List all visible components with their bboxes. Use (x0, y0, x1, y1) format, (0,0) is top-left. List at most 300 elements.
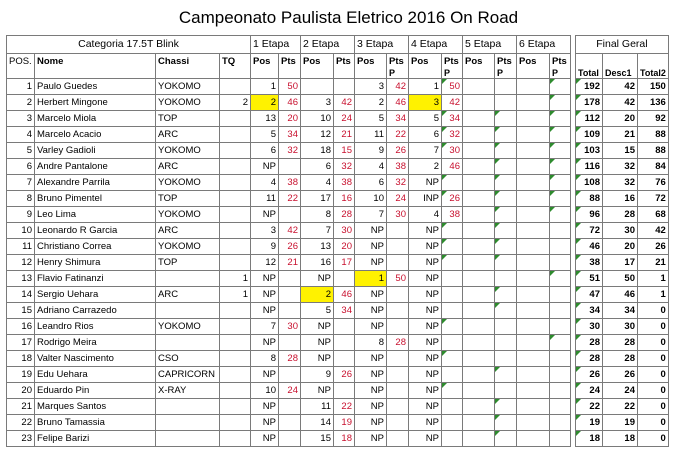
table-row (7, 95, 669, 111)
driver-name-cell: Leo Lima (35, 207, 156, 223)
stage-6-pts-cell (550, 399, 571, 415)
stage-2-pos-cell (301, 79, 334, 95)
total-cell: 88 (576, 191, 603, 207)
stage-6-header: 6 Etapa (517, 36, 571, 54)
table-row (7, 431, 669, 447)
stage-4-pts-cell: 42 (442, 95, 463, 111)
stage-6-pts-cell (550, 271, 571, 287)
total-cell: 103 (576, 143, 603, 159)
final-header: Final Geral (576, 36, 669, 54)
stage-5-pos-cell (463, 223, 495, 239)
position-cell: 17 (7, 335, 35, 351)
chassi-cell: YOKOMO (156, 239, 220, 255)
stage-4-pts-cell (442, 415, 463, 431)
stage-4-pos-cell: 5 (409, 111, 442, 127)
stage-1-pts-cell: 32 (279, 143, 301, 159)
table-row (7, 191, 669, 207)
stage-1-pts-cell: 46 (279, 95, 301, 111)
stage-5-pts-cell (495, 127, 517, 143)
total-cell: 28 (576, 351, 603, 367)
stage-2-pos-cell: 4 (301, 175, 334, 191)
chassi-cell: ARC (156, 287, 220, 303)
stage-1-pts-cell (279, 335, 301, 351)
total-cell: 19 (576, 415, 603, 431)
driver-name-cell: Eduardo Pin (35, 383, 156, 399)
stage-6-pos-cell (517, 191, 550, 207)
stage-3-pos-cell: NP (355, 239, 387, 255)
stage-5-pts-cell (495, 367, 517, 383)
stage-1-pos-cell: NP (251, 367, 279, 383)
stage-3-pts-cell: 34 (387, 111, 409, 127)
driver-name-cell: Sergio Uehara (35, 287, 156, 303)
table-row (7, 159, 669, 175)
chassi-cell (156, 271, 220, 287)
category-label: Categoria 17.5T Blink (7, 36, 251, 54)
stage-2-pts-cell: 16 (334, 191, 355, 207)
stage-5-pts-cell (495, 223, 517, 239)
position-cell: 2 (7, 95, 35, 111)
stage-3-pos-header: Pos (355, 54, 387, 70)
stage-3-pts-cell (387, 415, 409, 431)
total-cell: 26 (576, 367, 603, 383)
stage-3-pts-cell (387, 255, 409, 271)
chassi-cell: ARC (156, 159, 220, 175)
tq-cell (220, 303, 251, 319)
stage-6-pts-cell (550, 79, 571, 95)
desc-cell: 24 (603, 383, 638, 399)
col-name-header: Nome (35, 54, 156, 70)
driver-name-cell: Herbert Mingone (35, 95, 156, 111)
stage-4-pts-cell (442, 399, 463, 415)
total2-cell: 72 (638, 191, 669, 207)
tq-cell (220, 351, 251, 367)
header-row-columns (7, 54, 669, 70)
stage-2-pts-cell: 38 (334, 175, 355, 191)
stage-1-pos-cell: 2 (251, 95, 279, 111)
stage-3-pts-header: Pts (387, 54, 409, 70)
stage-2-pos-cell: 5 (301, 303, 334, 319)
stage-3-pos-cell: NP (355, 319, 387, 335)
desc-cell: 26 (603, 367, 638, 383)
stage-5-pos-cell (463, 383, 495, 399)
chassi-cell: CSO (156, 351, 220, 367)
position-cell: 18 (7, 351, 35, 367)
stage-1-pts-cell: 50 (279, 79, 301, 95)
stage-5-pts-cell (495, 303, 517, 319)
total-cell: 51 (576, 271, 603, 287)
stage-3-pos-cell: 9 (355, 143, 387, 159)
stage-2-pos-cell: 3 (301, 95, 334, 111)
table-row (7, 143, 669, 159)
tq-cell (220, 383, 251, 399)
stage-3-pos-cell: 3 (355, 79, 387, 95)
position-cell: 10 (7, 223, 35, 239)
stage-3-pos-cell: NP (355, 415, 387, 431)
stage-3-p-header: P (387, 69, 409, 79)
stage-1-pos-cell: 4 (251, 175, 279, 191)
stage-6-pts-cell (550, 175, 571, 191)
stage-6-pts-cell (550, 239, 571, 255)
total-cell: 109 (576, 127, 603, 143)
desc-cell: 32 (603, 175, 638, 191)
stage-4-pts-cell: 30 (442, 143, 463, 159)
stage-2-pos-cell: 16 (301, 255, 334, 271)
desc-cell: 22 (603, 399, 638, 415)
stage-3-pts-cell: 22 (387, 127, 409, 143)
tq-cell (220, 127, 251, 143)
stage-5-pts-cell (495, 415, 517, 431)
tq-cell (220, 223, 251, 239)
stage-1-pts-cell (279, 303, 301, 319)
table-row (7, 335, 669, 351)
desc-cell: 20 (603, 239, 638, 255)
stage-2-pos-cell: 9 (301, 367, 334, 383)
position-cell: 16 (7, 319, 35, 335)
stage-6-pos-cell (517, 95, 550, 111)
stage-3-pts-cell: 38 (387, 159, 409, 175)
stage-5-pos-cell (463, 431, 495, 447)
stage-3-pos-cell: NP (355, 351, 387, 367)
chassi-cell: TOP (156, 255, 220, 271)
stage-2-pts-cell: 24 (334, 111, 355, 127)
stage-5-pos-cell (463, 271, 495, 287)
chassi-cell (156, 399, 220, 415)
stage-3-pos-cell: NP (355, 431, 387, 447)
tq-cell (220, 255, 251, 271)
tq-cell (220, 319, 251, 335)
stage-2-pts-cell (334, 79, 355, 95)
stage-2-pos-cell: 14 (301, 415, 334, 431)
stage-4-pos-cell: 6 (409, 127, 442, 143)
stage-4-header: 4 Etapa (409, 36, 463, 54)
stage-6-pos-cell (517, 111, 550, 127)
stage-4-pos-cell: NP (409, 431, 442, 447)
stage-3-pos-cell: NP (355, 255, 387, 271)
stage-4-pos-cell: 4 (409, 207, 442, 223)
stage-6-pos-cell (517, 383, 550, 399)
page-title: Campeonato Paulista Eletrico 2016 On Road (178, 8, 519, 27)
driver-name-cell: Paulo Guedes (35, 79, 156, 95)
chassi-cell: YOKOMO (156, 319, 220, 335)
stage-2-pts-cell: 18 (334, 431, 355, 447)
stage-2-pos-cell: 11 (301, 399, 334, 415)
stage-1-pos-header: Pos (251, 54, 279, 70)
stage-4-pos-cell: INP (409, 191, 442, 207)
stage-5-pos-cell (463, 399, 495, 415)
chassi-cell: YOKOMO (156, 207, 220, 223)
stage-6-pos-cell (517, 367, 550, 383)
total2-cell: 0 (638, 415, 669, 431)
stage-5-pos-cell (463, 175, 495, 191)
total2-cell: 0 (638, 303, 669, 319)
driver-name-cell: Bruno Pimentel (35, 191, 156, 207)
stage-5-pts-cell (495, 191, 517, 207)
stage-6-pts-cell (550, 207, 571, 223)
table-row (7, 79, 669, 95)
stage-2-pos-header: Pos (301, 54, 334, 70)
stage-3-pts-cell: 42 (387, 79, 409, 95)
table-row (7, 367, 669, 383)
position-cell: 6 (7, 159, 35, 175)
stage-4-pts-cell (442, 287, 463, 303)
stage-3-pts-cell: 30 (387, 207, 409, 223)
stage-6-p-header: P (550, 69, 571, 79)
stage-6-pos-cell (517, 351, 550, 367)
stage-5-pts-cell (495, 335, 517, 351)
desc-cell: 30 (603, 223, 638, 239)
driver-name-cell: Andre Pantalone (35, 159, 156, 175)
chassi-cell: TOP (156, 111, 220, 127)
tq-cell: 2 (220, 95, 251, 111)
tq-cell: 1 (220, 271, 251, 287)
stage-5-pos-cell (463, 191, 495, 207)
stage-4-pts-cell: 26 (442, 191, 463, 207)
stage-3-pts-cell (387, 383, 409, 399)
total-cell: 178 (576, 95, 603, 111)
stage-1-header: 1 Etapa (251, 36, 301, 54)
total-cell: 72 (576, 223, 603, 239)
stage-4-pts-cell (442, 303, 463, 319)
stage-4-pts-cell: 32 (442, 127, 463, 143)
stage-5-pos-cell (463, 143, 495, 159)
total2-cell: 1 (638, 287, 669, 303)
stage-5-pos-cell (463, 415, 495, 431)
stage-5-header: 5 Etapa (463, 36, 517, 54)
position-cell: 20 (7, 383, 35, 399)
stage-4-pos-cell: NP (409, 399, 442, 415)
stage-1-pos-cell: 10 (251, 383, 279, 399)
stage-6-pts-cell (550, 287, 571, 303)
stage-5-pos-cell (463, 239, 495, 255)
stage-3-pos-cell: NP (355, 367, 387, 383)
stage-5-pts-cell (495, 159, 517, 175)
total2-cell: 68 (638, 207, 669, 223)
stage-4-pos-cell: 1 (409, 79, 442, 95)
position-cell: 7 (7, 175, 35, 191)
desc-cell: 46 (603, 287, 638, 303)
tq-cell (220, 111, 251, 127)
stage-2-pts-cell: 22 (334, 399, 355, 415)
stage-3-pos-cell: NP (355, 383, 387, 399)
total2-cell: 0 (638, 351, 669, 367)
stage-4-pts-cell (442, 271, 463, 287)
stage-3-pos-cell: 11 (355, 127, 387, 143)
table-row (7, 175, 669, 191)
position-cell: 9 (7, 207, 35, 223)
stage-6-pos-cell (517, 431, 550, 447)
stage-6-pts-cell (550, 335, 571, 351)
total2-cell: 0 (638, 367, 669, 383)
stage-2-pos-cell: 10 (301, 111, 334, 127)
stage-3-pts-cell (387, 239, 409, 255)
stage-4-p-header: P (442, 69, 463, 79)
stage-5-pts-cell (495, 143, 517, 159)
col-desc-header: Desc1 (603, 69, 638, 79)
stage-4-pos-cell: NP (409, 335, 442, 351)
chassi-cell: YOKOMO (156, 79, 220, 95)
stage-3-pos-cell: 10 (355, 191, 387, 207)
tq-cell (220, 367, 251, 383)
chassi-cell: YOKOMO (156, 143, 220, 159)
driver-name-cell: Bruno Tamassia (35, 415, 156, 431)
table-row (7, 399, 669, 415)
table-row (7, 111, 669, 127)
stage-4-pts-cell (442, 367, 463, 383)
total2-cell: 1 (638, 271, 669, 287)
stage-3-pts-cell: 50 (387, 271, 409, 287)
driver-name-cell: Alexandre Parrila (35, 175, 156, 191)
stage-1-pts-cell (279, 287, 301, 303)
table-row (7, 415, 669, 431)
stage-4-pos-cell: NP (409, 175, 442, 191)
stage-2-pts-cell: 46 (334, 287, 355, 303)
desc-cell: 16 (603, 191, 638, 207)
driver-name-cell: Marcelo Miola (35, 111, 156, 127)
stage-5-pts-cell (495, 255, 517, 271)
stage-4-pos-cell: NP (409, 303, 442, 319)
total2-cell: 42 (638, 223, 669, 239)
total2-cell: 88 (638, 143, 669, 159)
total-cell: 28 (576, 335, 603, 351)
stage-6-pts-cell (550, 383, 571, 399)
table-row (7, 287, 669, 303)
position-cell: 11 (7, 239, 35, 255)
desc-cell: 28 (603, 351, 638, 367)
stage-2-pts-cell (334, 351, 355, 367)
stage-1-pts-cell (279, 431, 301, 447)
stage-3-pts-cell (387, 351, 409, 367)
stage-5-pos-cell (463, 319, 495, 335)
stage-5-pos-header: Pos (463, 54, 495, 70)
stage-3-pts-cell: 26 (387, 143, 409, 159)
chassi-cell: ARC (156, 127, 220, 143)
table-row (7, 383, 669, 399)
driver-name-cell: Henry Shimura (35, 255, 156, 271)
stage-2-pts-cell: 32 (334, 159, 355, 175)
stage-1-pts-cell (279, 271, 301, 287)
stage-5-pos-cell (463, 351, 495, 367)
stage-3-pts-cell (387, 303, 409, 319)
stage-4-pos-cell: NP (409, 271, 442, 287)
driver-name-cell: Felipe Barizi (35, 431, 156, 447)
col-total-header: Total (576, 69, 603, 79)
stage-1-pos-cell: 6 (251, 143, 279, 159)
total-cell: 34 (576, 303, 603, 319)
stage-1-pts-cell: 22 (279, 191, 301, 207)
stage-1-pts-cell (279, 415, 301, 431)
stage-1-pts-cell (279, 207, 301, 223)
stage-1-pts-cell: 20 (279, 111, 301, 127)
stage-3-pts-cell (387, 223, 409, 239)
stage-1-pos-cell: 8 (251, 351, 279, 367)
stage-4-pts-cell: 38 (442, 207, 463, 223)
chassi-cell (156, 303, 220, 319)
stage-1-pos-cell: NP (251, 271, 279, 287)
stage-3-pts-cell (387, 431, 409, 447)
stage-3-pos-cell: 1 (355, 271, 387, 287)
stage-2-pts-cell: 42 (334, 95, 355, 111)
stage-2-pos-cell: NP (301, 319, 334, 335)
position-cell: 3 (7, 111, 35, 127)
stage-5-pts-cell (495, 319, 517, 335)
stage-2-pos-cell: NP (301, 335, 334, 351)
driver-name-cell: Marques Santos (35, 399, 156, 415)
stage-4-pos-cell: NP (409, 287, 442, 303)
desc-cell: 20 (603, 111, 638, 127)
stage-5-pts-cell (495, 399, 517, 415)
stage-3-pts-cell: 46 (387, 95, 409, 111)
desc-cell: 28 (603, 207, 638, 223)
total2-cell: 84 (638, 159, 669, 175)
col-total2-header: Total2 (638, 69, 669, 79)
stage-6-pos-cell (517, 127, 550, 143)
stage-4-pts-cell (442, 239, 463, 255)
stage-1-pos-cell: 9 (251, 239, 279, 255)
stage-4-pts-cell (442, 431, 463, 447)
stage-4-pts-cell: 34 (442, 111, 463, 127)
total2-cell: 92 (638, 111, 669, 127)
total2-cell: 88 (638, 127, 669, 143)
table-row (7, 207, 669, 223)
stage-2-pos-cell: 17 (301, 191, 334, 207)
stage-6-pts-cell (550, 95, 571, 111)
stage-2-pts-cell (334, 271, 355, 287)
chassi-cell: X-RAY (156, 383, 220, 399)
position-cell: 22 (7, 415, 35, 431)
stage-1-pos-cell: 11 (251, 191, 279, 207)
stage-4-pos-cell: 2 (409, 159, 442, 175)
col-pos-header: POS. (7, 54, 35, 70)
driver-name-cell: Valter Nascimento (35, 351, 156, 367)
chassi-cell (156, 415, 220, 431)
stage-2-pos-cell: 6 (301, 159, 334, 175)
total2-cell: 0 (638, 383, 669, 399)
stage-4-pos-cell: NP (409, 223, 442, 239)
table-row (7, 127, 669, 143)
stage-2-pts-cell: 17 (334, 255, 355, 271)
stage-2-pts-cell (334, 383, 355, 399)
stage-3-pos-cell: NP (355, 223, 387, 239)
stage-6-pos-cell (517, 175, 550, 191)
total2-cell: 136 (638, 95, 669, 111)
stage-2-pos-cell: 2 (301, 287, 334, 303)
stage-2-pos-cell: 13 (301, 239, 334, 255)
stage-2-pos-cell: 18 (301, 143, 334, 159)
stage-5-pts-cell (495, 431, 517, 447)
stage-2-pts-cell: 19 (334, 415, 355, 431)
stage-3-pts-cell (387, 399, 409, 415)
stage-1-pos-cell: 1 (251, 79, 279, 95)
stage-6-pts-cell (550, 415, 571, 431)
stage-3-pos-cell: 2 (355, 95, 387, 111)
stage-5-pos-cell (463, 255, 495, 271)
stage-6-pts-cell (550, 159, 571, 175)
header-row-stages (7, 36, 669, 54)
stage-5-pos-cell (463, 367, 495, 383)
stage-6-pts-cell (550, 367, 571, 383)
stage-4-pts-cell (442, 255, 463, 271)
stage-4-pos-cell: 3 (409, 95, 442, 111)
stage-3-pts-cell: 24 (387, 191, 409, 207)
chassi-cell: ARC (156, 223, 220, 239)
total2-cell: 76 (638, 175, 669, 191)
driver-name-cell: Varley Gadioli (35, 143, 156, 159)
total-cell: 30 (576, 319, 603, 335)
desc-cell: 50 (603, 271, 638, 287)
stage-2-pos-cell: NP (301, 271, 334, 287)
stage-5-p-header: P (495, 69, 517, 79)
driver-name-cell: Christiano Correa (35, 239, 156, 255)
